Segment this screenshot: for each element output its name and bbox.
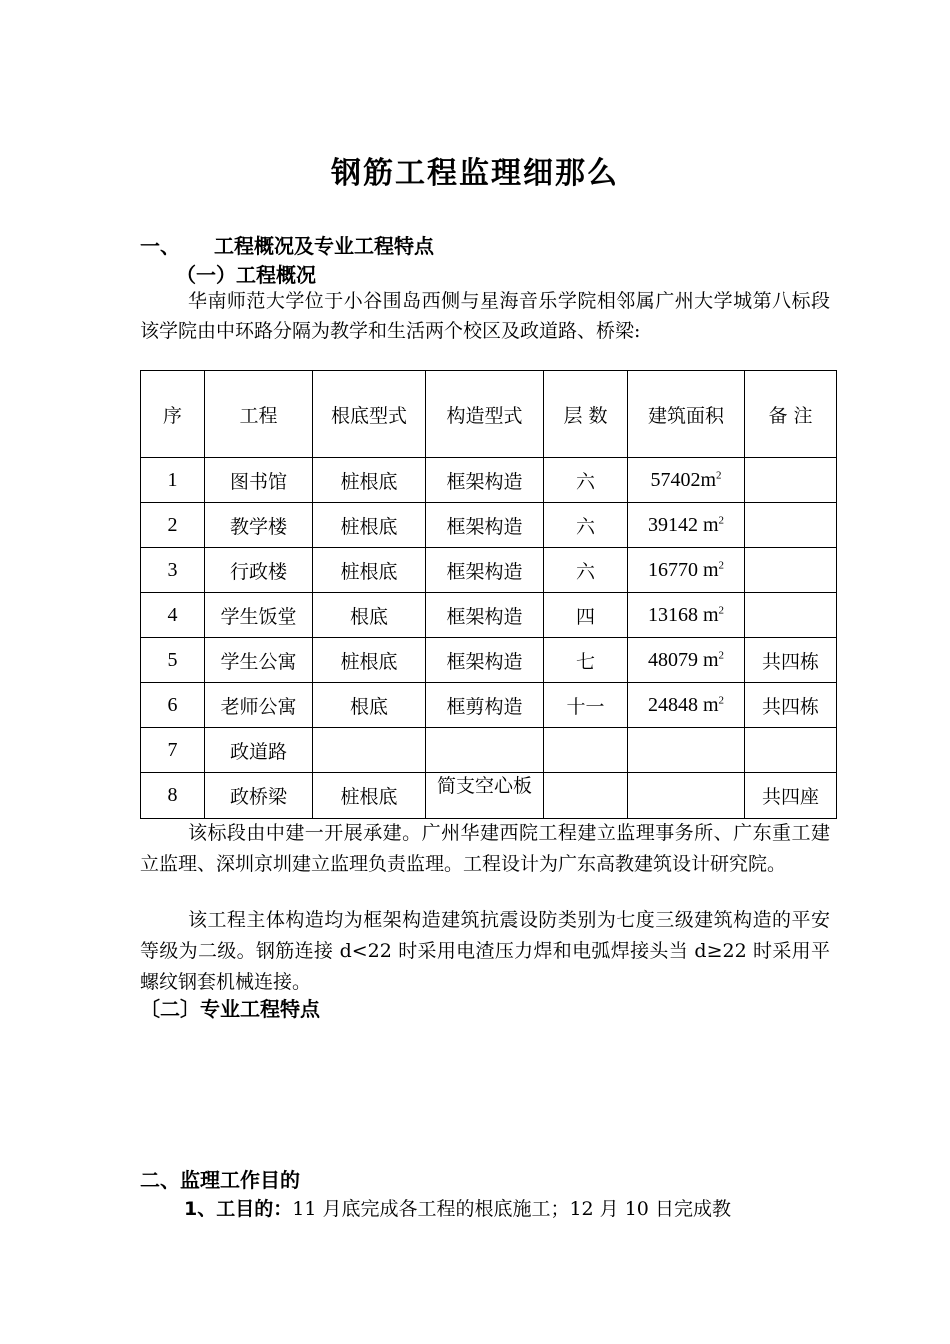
subsection-1-heading: （一）工程概况 [176, 263, 316, 287]
table-cell-struct: 框架构造 [426, 503, 544, 548]
document-title: 钢筋工程监理细那么 [331, 156, 619, 191]
table-cell-area [628, 548, 745, 593]
table-cell-area [628, 458, 745, 503]
area-superscript: 2 [718, 558, 725, 571]
table-cell-floors: 六 [544, 503, 628, 548]
table-row [141, 728, 837, 773]
table-cell-text: 简支空心板 [436, 775, 532, 797]
subsection-2-heading: 〔二〕专业工程特点 [140, 997, 320, 1021]
table-cell-name: 学生公寓 [205, 638, 313, 683]
table-cell-struct: 框架构造 [426, 638, 544, 683]
table-cell-area [628, 683, 745, 728]
table-header-cell: 序 [141, 371, 205, 458]
project-table [140, 370, 837, 819]
table-cell-struct [426, 728, 544, 773]
table-cell-area [628, 638, 745, 683]
goal-item-1-label: 工目的： [216, 1198, 293, 1220]
table-cell-area [628, 773, 745, 819]
table-cell-name: 政道路 [205, 728, 313, 773]
table-row [141, 458, 837, 503]
table-cell-struct: 框架构造 [426, 548, 544, 593]
section-1-heading [140, 230, 434, 259]
goal-item-1-text: 11 月底完成各工程的根底施工；12 月 10 日完成教 [292, 1198, 731, 1220]
table-cell-floors: 七 [544, 638, 628, 683]
table-cell-no: 3 [141, 548, 205, 593]
table-cell-name: 政桥梁 [205, 773, 313, 819]
table-cell-no: 4 [141, 593, 205, 638]
table-cell-floors: 六 [544, 458, 628, 503]
contractor-paragraph: 该标段由中建一开展承建。广州华建西院工程建立监理事务所、广东重工建立监理、深圳京圳建立监理负责监理。工程设计为广东高教建筑设计研究院。 [140, 822, 830, 875]
table-cell-note [745, 458, 837, 503]
table-header-cell: 构造型式 [426, 371, 544, 458]
table-cell-name: 老师公寓 [205, 683, 313, 728]
table-cell-floors: 十一 [544, 683, 628, 728]
area-value: 39142 m [647, 513, 719, 536]
area-superscript: 2 [716, 468, 722, 481]
table-cell-no: 2 [141, 503, 205, 548]
table-header-cell: 备 注 [745, 371, 837, 458]
table-cell-no: 1 [141, 458, 205, 503]
table-cell-no: 6 [141, 683, 205, 728]
table-cell-struct: 框剪构造 [426, 683, 544, 728]
area-value: 57402m [650, 468, 717, 491]
intro-paragraph: 华南师范大学位于小谷围岛西侧与星海音乐学院相邻属广州大学城第八标段该学院由中环路分隔为教学和生活两个校区及政道路、桥梁: [140, 290, 830, 342]
table-header-cell: 根底型式 [313, 371, 426, 458]
table-header-cell: 建筑面积 [628, 371, 745, 458]
goal-item-1-number: 1、 [184, 1198, 217, 1220]
table-cell-base [313, 728, 426, 773]
section-1-number: 一、 [140, 234, 180, 258]
structure-paragraph: 该工程主体构造均为框架构造建筑抗震设防类别为七度三级建筑构造的平安等级为二级。钢筋连接 d<22 时采用电渣压力焊和电弧焊接头当 d≥22 时采用平螺纹钢套机械连接。 [140, 909, 830, 993]
table-cell-floors: 六 [544, 548, 628, 593]
table-cell-floors [544, 728, 628, 773]
table-row [141, 503, 837, 548]
section-2-heading: 二、监理工作目的 [140, 1168, 300, 1192]
table-cell-struct: 框架构造 [426, 593, 544, 638]
table-header-cell: 工程 [205, 371, 313, 458]
area-superscript: 2 [718, 603, 725, 616]
table-cell-name: 学生饭堂 [205, 593, 313, 638]
area-superscript: 2 [718, 513, 725, 526]
table-cell-struct: 框架构造 [426, 458, 544, 503]
table-cell-area [628, 593, 745, 638]
table-cell-name: 行政楼 [205, 548, 313, 593]
table-cell-base: 根底 [313, 593, 426, 638]
table-cell-floors: 四 [544, 593, 628, 638]
table-cell-note: 共四栋 [745, 683, 837, 728]
area-superscript: 2 [718, 648, 725, 661]
table-cell-base: 桩根底 [313, 503, 426, 548]
table-header-cell: 层 数 [544, 371, 628, 458]
table-cell-base: 桩根底 [313, 458, 426, 503]
area-superscript: 2 [718, 693, 725, 706]
table-cell-base: 根底 [313, 683, 426, 728]
table-cell-struct [426, 773, 544, 819]
area-value: 16770 m [647, 558, 719, 581]
table-row [141, 683, 837, 728]
table-row [141, 593, 837, 638]
table-cell-note [745, 728, 837, 773]
table-cell-area [628, 503, 745, 548]
table-cell-base: 桩根底 [313, 773, 426, 819]
area-value: 24848 m [647, 693, 719, 716]
table-cell-no: 8 [141, 773, 205, 819]
area-value: 48079 m [647, 648, 719, 671]
table-header-row [141, 371, 837, 458]
table-cell-area [628, 728, 745, 773]
table-cell-name: 教学楼 [205, 503, 313, 548]
table-cell-no: 7 [141, 728, 205, 773]
table-cell-floors [544, 773, 628, 819]
goal-item-1 [184, 1194, 731, 1221]
table-cell-base: 桩根底 [313, 548, 426, 593]
table-cell-note: 共四栋 [745, 638, 837, 683]
table-cell-note [745, 548, 837, 593]
table-cell-name: 图书馆 [205, 458, 313, 503]
table-cell-base: 桩根底 [313, 638, 426, 683]
table-cell-note: 共四座 [745, 773, 837, 819]
section-1-title: 工程概况及专业工程特点 [214, 234, 434, 258]
table-row [141, 773, 837, 819]
table-cell-note [745, 593, 837, 638]
table-row [141, 638, 837, 683]
table-cell-note [745, 503, 837, 548]
table-row [141, 548, 837, 593]
table-cell-no: 5 [141, 638, 205, 683]
area-value: 13168 m [647, 603, 719, 626]
